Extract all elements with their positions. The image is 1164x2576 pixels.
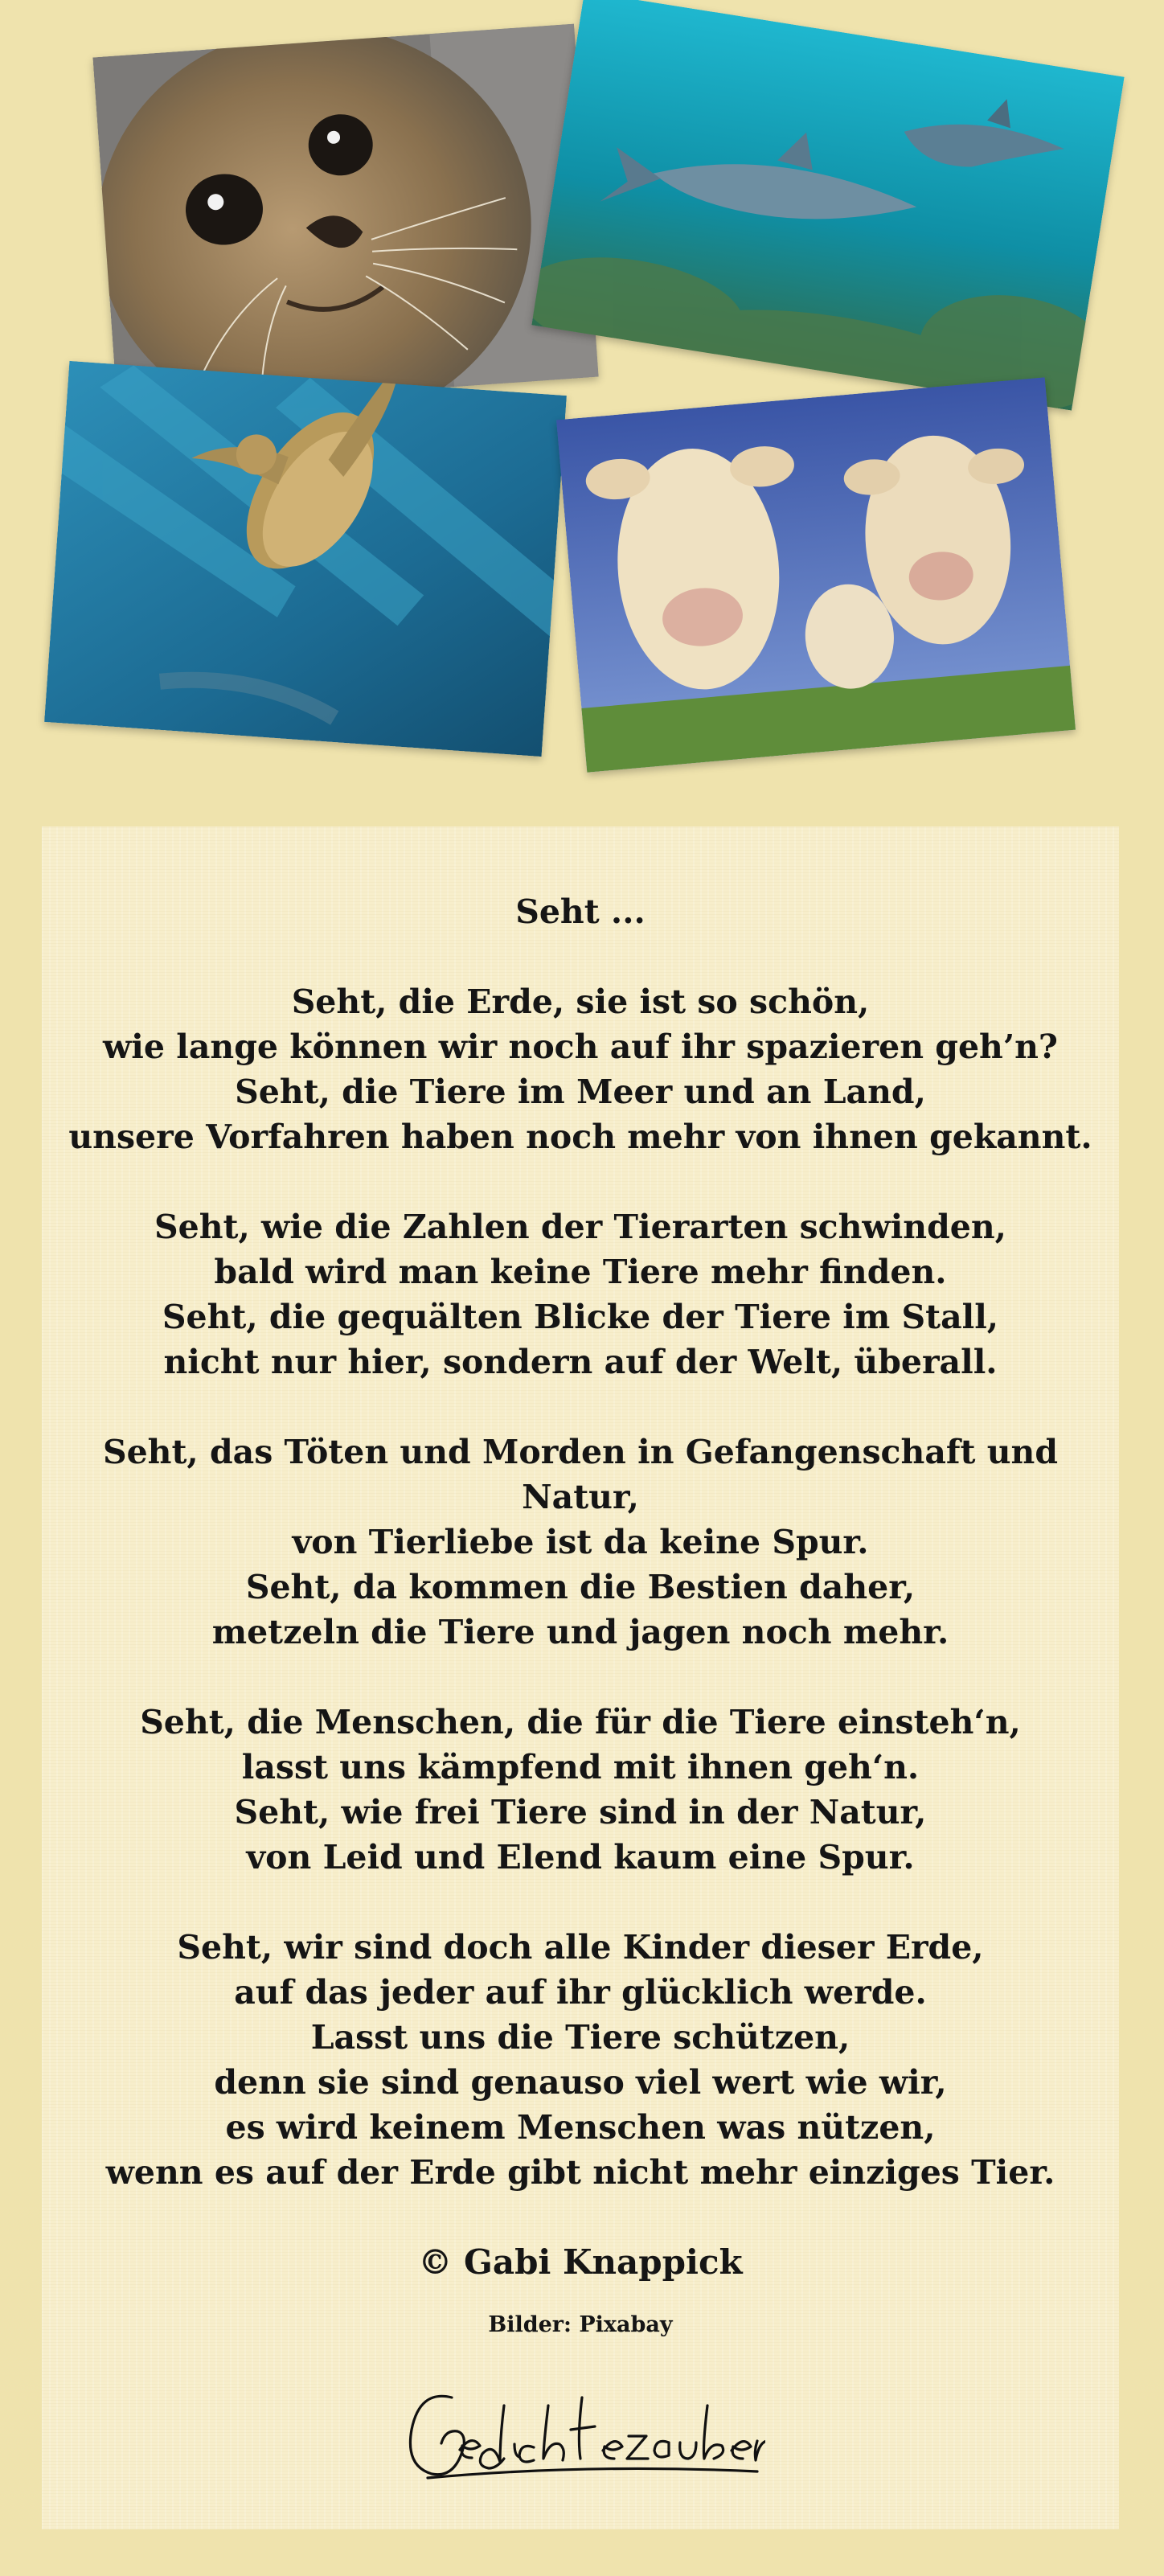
author-credit: © Gabi Knappick [418, 2242, 743, 2282]
poem-line: Seht, die Tiere im Meer und an Land, [235, 1073, 926, 1111]
stanza-2 [42, 1204, 1119, 1384]
poem-line: Seht, wie die Zahlen der Tierarten schwinden, [154, 1208, 1006, 1246]
signature-logo [42, 2373, 1119, 2494]
poem-line: Seht, wie frei Tiere sind in der Natur, [234, 1793, 927, 1832]
poem-line: Seht, die Erde, sie ist so schön, [291, 982, 870, 1021]
poem-line: nicht nur hier, sondern auf der Welt, überall. [163, 1343, 998, 1381]
signature-script-icon [396, 2373, 765, 2494]
poem-title: Seht ... [515, 892, 646, 931]
poem-line: bald wird man keine Tiere mehr finden. [214, 1253, 947, 1291]
poem-line: Seht, da kommen die Bestien daher, [245, 1568, 916, 1606]
poem-line: auf das jeder auf ihr glücklich werde. [234, 1973, 927, 2012]
stanza-1 [42, 979, 1119, 1159]
poem-line: Lasst uns die Tiere schützen, [310, 2018, 850, 2057]
poem-line: wie lange können wir noch auf ihr spazieren geh’n? [103, 1028, 1058, 1066]
poem-line: es wird keinem Menschen was nützen, [225, 2108, 936, 2147]
photo-dolphins [531, 0, 1124, 411]
poem-line: Seht, die Menschen, die für die Tiere einsteh‘n, [140, 1703, 1021, 1741]
poem-line: Seht, die gequälten Blicke der Tiere im Stall, [162, 1298, 999, 1336]
poem-line: Seht, das Töten und Morden in Gefangenschaft und Natur, [102, 1433, 1059, 1516]
photo-cows [556, 377, 1076, 772]
stanza-3 [42, 1430, 1119, 1655]
poem-line: unsere Vorfahren haben noch mehr von ihnen gekannt. [68, 1118, 1092, 1156]
image-credit: Bilder: Pixabay [488, 2312, 673, 2337]
poem-line: Seht, wir sind doch alle Kinder dieser Erde, [177, 1928, 984, 1967]
poem-line: denn sie sind genauso viel wert wie wir, [214, 2063, 947, 2102]
poem-line: von Tierliebe ist da keine Spur. [292, 1523, 869, 1561]
photo-sea-turtle [44, 361, 567, 757]
poem-panel [42, 827, 1119, 2529]
poem-line: lasst uns kämpfend mit ihnen geh‘n. [241, 1748, 920, 1786]
poem-line: von Leid und Elend kaum eine Spur. [246, 1838, 915, 1877]
poem-line: metzeln die Tiere und jagen noch mehr. [211, 1613, 949, 1651]
stanza-5 [42, 1925, 1119, 2195]
poem-line: wenn es auf der Erde gibt nicht mehr einziges Tier. [105, 2153, 1055, 2192]
photo-seal [92, 24, 598, 411]
stanza-4 [42, 1700, 1119, 1880]
